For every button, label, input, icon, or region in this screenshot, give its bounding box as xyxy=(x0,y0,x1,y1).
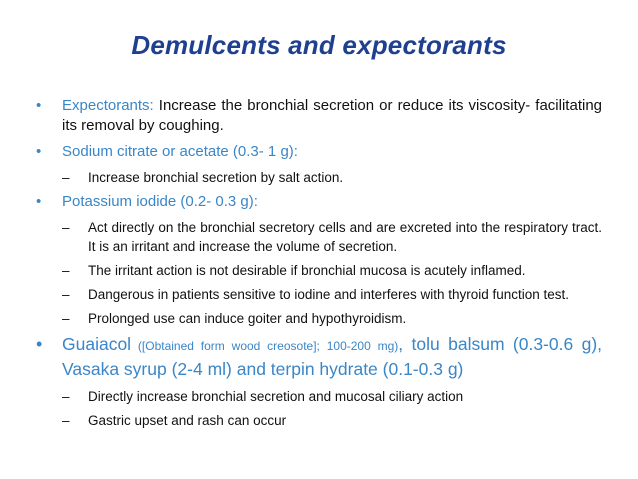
dash-marker: – xyxy=(62,170,70,185)
bullet-item-potassium-iodide xyxy=(36,192,602,212)
bullet-heading: Expectorants: xyxy=(62,97,154,114)
sub-item xyxy=(36,285,602,304)
sub-item xyxy=(36,168,602,187)
bullet-marker: • xyxy=(36,97,42,114)
sub-item-text: Directly increase bronchial secretion and mucosal ciliary action xyxy=(88,389,464,404)
sub-item xyxy=(36,411,602,430)
bullet-marker: • xyxy=(36,193,42,210)
dash-marker: – xyxy=(62,287,70,302)
bullet-marker: • xyxy=(36,334,43,354)
bullet-item-guaiacol xyxy=(36,333,602,381)
sub-item-text: Prolonged use can induce goiter and hypothyroidism. xyxy=(88,311,407,326)
slide-content xyxy=(36,96,602,435)
dash-marker: – xyxy=(62,389,70,404)
sub-item xyxy=(36,387,602,406)
sub-item-text: Dangerous in patients sensitive to iodine and interferes with thyroid function test. xyxy=(88,287,570,302)
sub-item xyxy=(36,309,602,328)
bullet-heading: Sodium citrate or acetate (0.3- 1 g): xyxy=(62,143,298,160)
dash-marker: – xyxy=(62,311,70,326)
slide-title: Demulcents and expectorants xyxy=(131,30,507,60)
bullet-text: Increase the bronchial secretion or reduce its viscosity- facilitating its removal by coughing. xyxy=(62,97,602,134)
sub-item-text: Gastric upset and rash can occur xyxy=(88,413,287,428)
bullet-item-sodium-citrate xyxy=(36,142,602,162)
sub-item xyxy=(36,218,602,256)
bullet-heading: Guaiacol xyxy=(62,334,132,354)
dash-marker: – xyxy=(62,220,70,235)
bullet-heading: Potassium iodide (0.2- 0.3 g): xyxy=(62,193,258,210)
dash-marker: – xyxy=(62,413,70,428)
sub-item-text: Increase bronchial secretion by salt action. xyxy=(88,170,344,185)
bullet-heading-rest: , tolu balsum (0.3-0.6 g), Vasaka syrup (2-4 ml) and terpin hydrate (0.1-0.3 g) xyxy=(62,334,603,379)
bullet-heading-note: ([Obtained form wood creosote]; 100-200 mg) xyxy=(131,339,399,353)
dash-marker: – xyxy=(62,263,70,278)
bullet-marker: • xyxy=(36,143,42,160)
sub-item-text: Act directly on the bronchial secretory cells and are excreted into the respiratory tract. It is an irritant and increase the volume of secretion. xyxy=(88,220,602,254)
sub-item xyxy=(36,261,602,280)
sub-item-text: The irritant action is not desirable if bronchial mucosa is acutely inflamed. xyxy=(88,263,526,278)
bullet-item-expectorants xyxy=(36,96,602,136)
